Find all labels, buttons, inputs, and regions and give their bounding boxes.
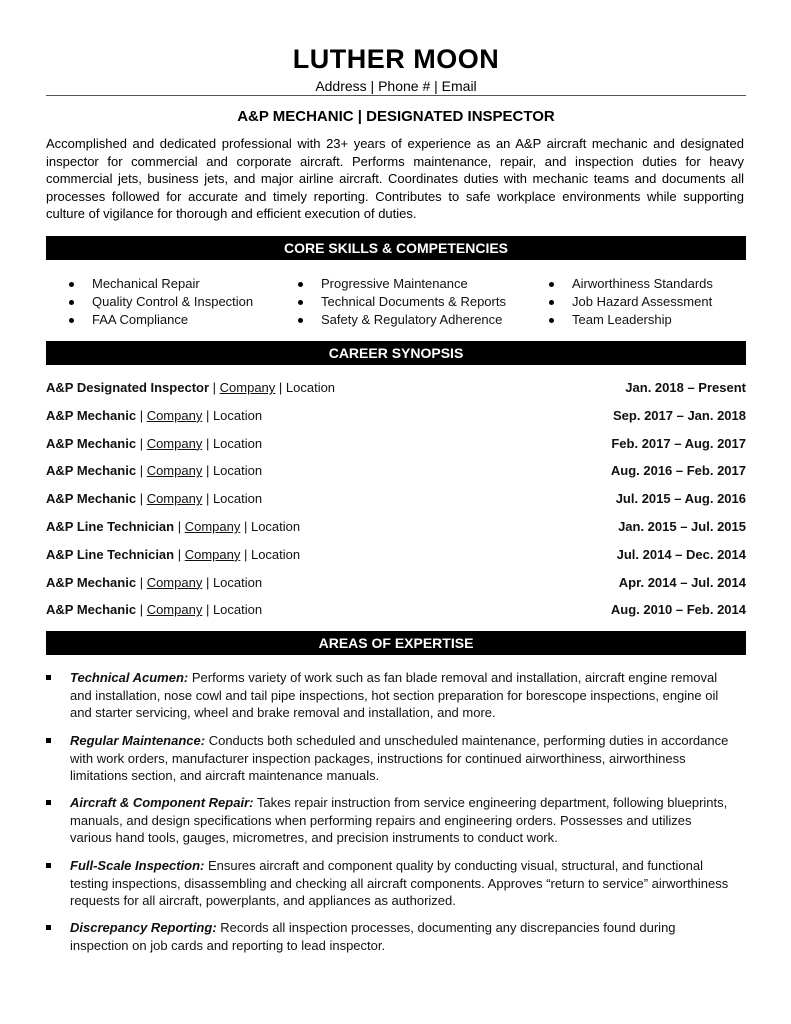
skill-item: Technical Documents & Reports xyxy=(298,293,506,311)
expertise-item: Full-Scale Inspection: Ensures aircraft and component quality by conducting visual, structural, and functional testing inspections, disassembling and checking all aircraft components. Approves “return to service” airworthiness requests for all aircraft, powerplants, and appliances as authorized. xyxy=(46,857,736,910)
skill-item: Team Leadership xyxy=(549,311,713,329)
bullet-icon xyxy=(549,282,554,287)
professional-summary: Accomplished and dedicated professional with 23+ years of experience as an A&P aircraft mechanic and designated inspector for commercial and corporate aircraft. Performs maintenance, repair, and inspection duties for heavy commercial jets, business jets, and major airline aircraft. Coordinates duties with mechanic teams and documents all processes followed for accurate and timely reporting. Contributes to safe workplace environments while supporting culture of vigilance for thorough and efficient execution of duties. xyxy=(46,136,744,222)
expertise-heading: AREAS OF EXPERTISE xyxy=(46,631,746,655)
bullet-icon xyxy=(298,300,303,305)
square-bullet-icon xyxy=(46,738,51,743)
skills-column-1 xyxy=(69,275,253,329)
company-link[interactable]: Company xyxy=(146,463,203,479)
career-row: A&P Line Technician | Company | Location Jul. 2014 – Dec. 2014 xyxy=(46,546,746,562)
career-dates: Aug. 2010 – Feb. 2014 xyxy=(610,602,746,618)
skill-item: FAA Compliance xyxy=(69,311,253,329)
career-heading: CAREER SYNOPSIS xyxy=(46,341,746,365)
company-link[interactable]: Company xyxy=(146,602,203,618)
skill-item: Mechanical Repair xyxy=(69,275,253,293)
bullet-icon xyxy=(69,282,74,287)
expertise-item: Discrepancy Reporting: Records all inspection processes, documenting any discrepancies found during inspection on job cards and reporting to lead inspector. xyxy=(46,919,736,954)
career-row: A&P Mechanic | Company | Location Sep. 2017 – Jan. 2018 xyxy=(46,407,746,423)
skill-item: Safety & Regulatory Adherence xyxy=(298,311,506,329)
expertise-item: Regular Maintenance: Conducts both scheduled and unscheduled maintenance, performing duties in accordance with work orders, manufacturer inspection packages, instructions for continued airworthiness, airworthiness limitations section, and aircraft maintenance manuals. xyxy=(46,732,736,785)
expertise-item: Aircraft & Component Repair: Takes repair instruction from service engineering department, following blueprints, manuals, and design specifications when performing repairs and engineering orders. Possesses and utilizes various hand tools, gauges, micrometres, and precision instruments to conduct work. xyxy=(46,794,736,847)
company-link[interactable]: Company xyxy=(184,519,241,534)
career-dates: Jan. 2018 – Present xyxy=(625,380,746,395)
skill-item: Quality Control & Inspection xyxy=(69,293,253,311)
career-row: A&P Mechanic | Company | Location Feb. 2017 – Aug. 2017 xyxy=(46,435,746,451)
company-link[interactable]: Company xyxy=(146,491,203,507)
bullet-icon xyxy=(69,318,74,323)
square-bullet-icon xyxy=(46,800,51,805)
square-bullet-icon xyxy=(46,675,51,680)
career-dates: Aug. 2016 – Feb. 2017 xyxy=(610,463,746,479)
expertise-item: Technical Acumen: Performs variety of work such as fan blade removal and installation, aircraft engine removal and installation, nose cowl and tail pipe inspections, hot section preparation for borescope inspections, engine oil and starter servicing, wheel and brake removal and installation, and more. xyxy=(46,669,736,722)
skills-column-2 xyxy=(298,275,506,329)
company-link[interactable]: Company xyxy=(146,407,203,423)
career-dates: Jul. 2015 – Aug. 2016 xyxy=(615,491,746,507)
career-row: A&P Mechanic | Company | Location Apr. 2014 – Jul. 2014 xyxy=(46,574,746,590)
candidate-name: LUTHER MOON xyxy=(292,44,500,74)
bullet-icon xyxy=(549,300,554,305)
header-divider xyxy=(46,95,746,96)
company-link[interactable]: Company xyxy=(184,546,241,562)
company-link[interactable]: Company xyxy=(146,435,203,451)
bullet-icon xyxy=(298,318,303,323)
square-bullet-icon xyxy=(46,863,51,868)
career-dates: Sep. 2017 – Jan. 2018 xyxy=(613,407,746,423)
career-row: A&P Mechanic | Company | Location Jul. 2015 – Aug. 2016 xyxy=(46,491,746,507)
skills-column-3 xyxy=(549,275,713,329)
career-row: A&P Mechanic | Company | Location Aug. 2016 – Feb. 2017 xyxy=(46,463,746,479)
career-row: A&P Mechanic | Company | Location Aug. 2010 – Feb. 2014 xyxy=(46,602,746,618)
skill-item: Airworthiness Standards xyxy=(549,275,713,293)
career-dates: Jul. 2014 – Dec. 2014 xyxy=(616,546,746,562)
career-dates: Jan. 2015 – Jul. 2015 xyxy=(618,519,746,534)
skills-heading: CORE SKILLS & COMPETENCIES xyxy=(46,236,746,260)
bullet-icon xyxy=(69,300,74,305)
skill-item: Progressive Maintenance xyxy=(298,275,506,293)
skill-item: Job Hazard Assessment xyxy=(549,293,713,311)
career-row: A&P Line Technician | Company | Location Jan. 2015 – Jul. 2015 xyxy=(46,519,746,534)
career-dates: Feb. 2017 – Aug. 2017 xyxy=(611,435,746,451)
professional-title: A&P MECHANIC | DESIGNATED INSPECTOR xyxy=(237,108,555,125)
square-bullet-icon xyxy=(46,925,51,930)
career-row: A&P Designated Inspector | Company | Location Jan. 2018 – Present xyxy=(46,380,746,395)
bullet-icon xyxy=(298,282,303,287)
career-dates: Apr. 2014 – Jul. 2014 xyxy=(618,574,746,590)
company-link[interactable]: Company xyxy=(146,574,203,590)
company-link[interactable]: Company xyxy=(219,380,276,395)
bullet-icon xyxy=(549,318,554,323)
contact-line: Address | Phone # | Email xyxy=(315,78,477,94)
